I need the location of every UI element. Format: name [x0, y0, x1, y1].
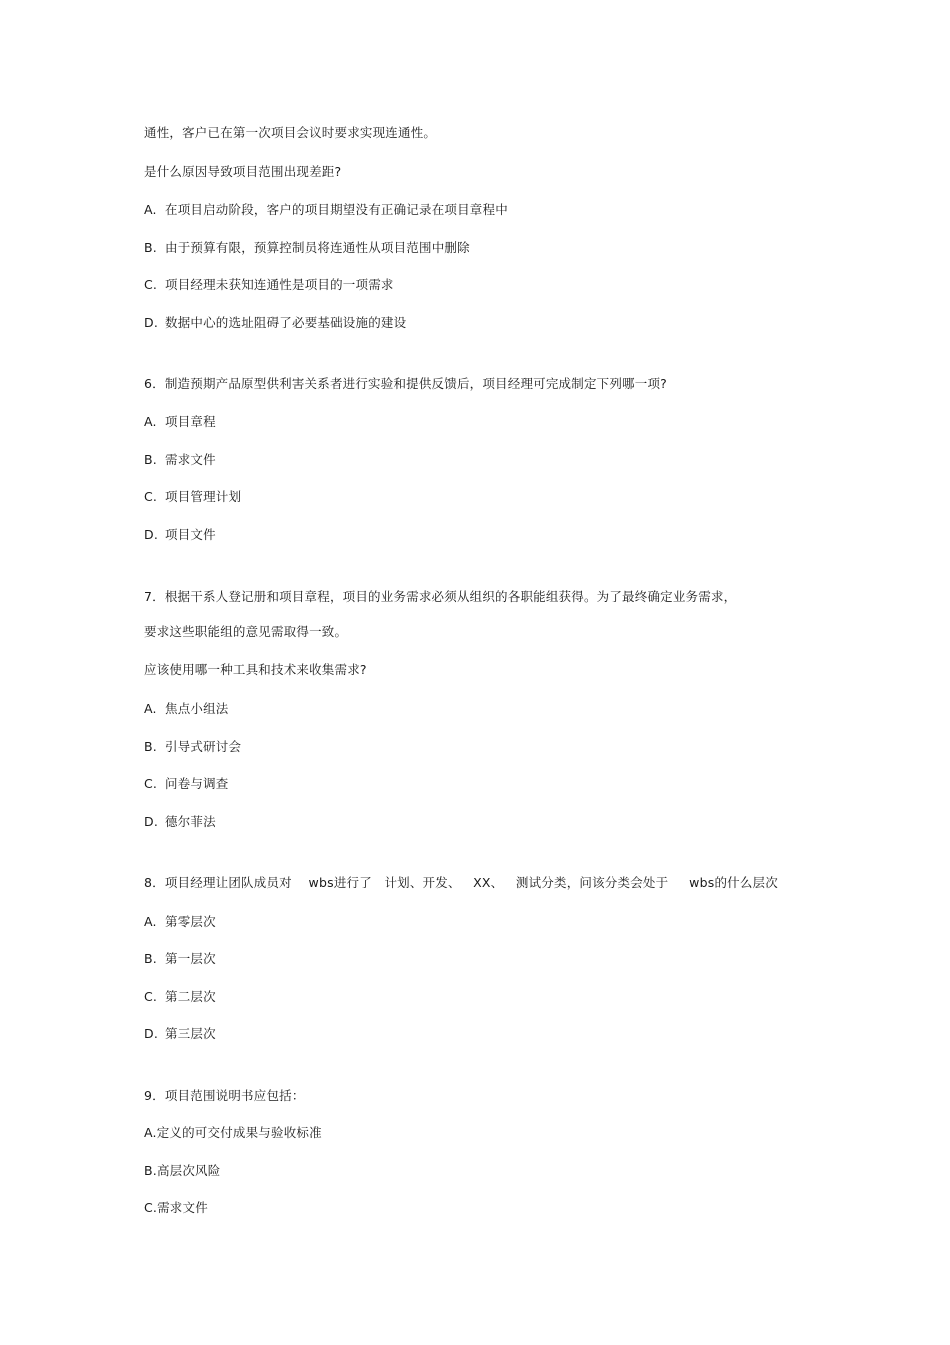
option-letter: A. [144, 202, 157, 217]
question-9-option-c: C.需求文件 [144, 1200, 208, 1215]
option-letter: A. [144, 701, 157, 716]
question-7-option-d [144, 814, 216, 830]
option-text: 第零层次 [165, 914, 216, 929]
option-text: 第一层次 [165, 951, 216, 966]
question-5-option-b [144, 240, 470, 256]
option-text: 项目文件 [165, 527, 216, 542]
question-5-option-c [144, 277, 394, 293]
option-letter: B. [144, 240, 157, 255]
question-8-prompt: 8．项目经理让团队成员对 wbs进行了 计划、开发、 XX、 测试分类，问该分类会处于 wbs的什么层次 [144, 875, 778, 890]
question-9-prompt: 9．项目范围说明书应包括： [144, 1088, 305, 1103]
option-letter: C. [144, 776, 158, 791]
question-7-option-c [144, 776, 229, 792]
option-letter: B. [144, 739, 157, 754]
option-text: 由于预算有限，预算控制员将连通性从项目范围中删除 [165, 240, 470, 255]
option-text: 项目经理未获知连通性是项目的一项需求 [165, 277, 394, 292]
question-9-option-b: B.高层次风险 [144, 1163, 221, 1178]
question-7-prompt-line-3: 应该使用哪一种工具和技术来收集需求? [144, 662, 367, 677]
question-5-option-d [144, 315, 406, 331]
question-6-option-b [144, 452, 216, 468]
option-letter: A. [144, 414, 157, 429]
question-7-option-b [144, 739, 241, 755]
option-text: 第三层次 [165, 1026, 216, 1041]
option-text: 需求文件 [165, 452, 216, 467]
question-7-option-a [144, 701, 229, 717]
question-6-option-d [144, 527, 216, 543]
question-6-option-c [144, 489, 241, 505]
option-text: 引导式研讨会 [165, 739, 242, 754]
paragraph-continuation: 通性，客户已在第一次项目会议时要求实现连通性。 [144, 125, 437, 140]
question-8-option-b [144, 951, 216, 967]
option-text: 问卷与调查 [165, 776, 229, 791]
option-text: 焦点小组法 [165, 701, 229, 716]
question-8-option-d [144, 1026, 216, 1042]
option-letter: D. [144, 814, 158, 829]
question-8-option-c [144, 989, 216, 1005]
option-letter: D. [144, 1026, 158, 1041]
question-7-prompt-line-2: 要求这些职能组的意见需取得一致。 [144, 624, 348, 639]
option-letter: C. [144, 277, 158, 292]
option-letter: B. [144, 452, 157, 467]
question-6-prompt: 6．制造预期产品原型供利害关系者进行实验和提供反馈后，项目经理可完成制定下列哪一项? [144, 376, 667, 391]
option-letter: D. [144, 527, 158, 542]
question-7-prompt-line-1: 7．根据干系人登记册和项目章程，项目的业务需求必须从组织的各职能组获得。为了最终确定业务需求， [144, 589, 737, 604]
option-text: 项目管理计划 [165, 489, 242, 504]
option-letter: D. [144, 315, 158, 330]
option-letter: C. [144, 989, 158, 1004]
question-5-prompt: 是什么原因导致项目范围出现差距? [144, 164, 342, 179]
option-text: 第二层次 [165, 989, 216, 1004]
option-text: 德尔菲法 [165, 814, 216, 829]
option-text: 数据中心的选址阻碍了必要基础设施的建设 [165, 315, 407, 330]
option-letter: A. [144, 914, 157, 929]
question-6-option-a [144, 414, 216, 430]
question-9-option-a: A.定义的可交付成果与验收标准 [144, 1125, 322, 1140]
option-letter: B. [144, 951, 157, 966]
question-5-option-a [144, 202, 508, 218]
option-letter: C. [144, 489, 158, 504]
option-text: 在项目启动阶段，客户的项目期望没有正确记录在项目章程中 [165, 202, 508, 217]
question-8-option-a [144, 914, 216, 930]
option-text: 项目章程 [165, 414, 216, 429]
